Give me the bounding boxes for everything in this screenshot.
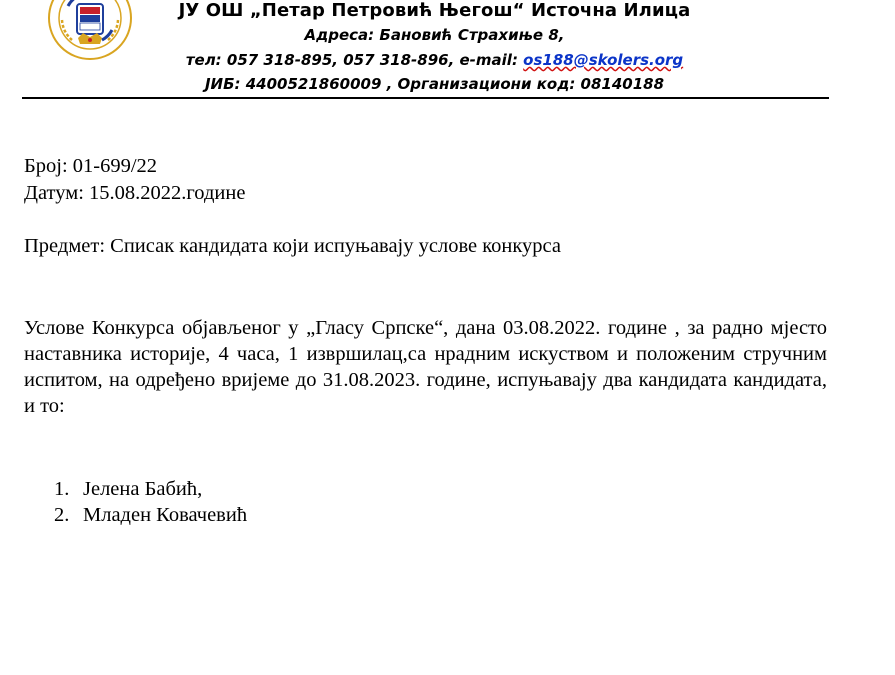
list-item-number: 1. xyxy=(54,478,70,500)
email-link[interactable]: os188@skolers.org xyxy=(523,51,684,69)
school-ids: ЈИБ: 4400521860009 , Организациони код: 08140188 xyxy=(204,75,665,93)
list-item xyxy=(0,476,803,502)
list-item xyxy=(0,502,803,528)
document-number: Број: 01-699/22 xyxy=(24,155,158,177)
document-paragraph: Услове Конкурса објављеног у „Гласу Српске“, дана 03.08.2022. године , за радно мјесто наставника историје, 4 часа, 1 извршилац,са нрадним искуством и положеним стручним испитом, на одређено вријеме до 31.08.2023. године, испуњавају два кандидата кандидата, и то: xyxy=(24,317,827,417)
phone-numbers: тел: 057 318-895, 057 318-896, e-mail: xyxy=(185,51,524,69)
letterhead xyxy=(22,0,829,98)
candidate-name: Јелена Бабић, xyxy=(83,478,203,500)
list-item-number: 2. xyxy=(54,504,70,526)
school-address: Адреса: Бановић Страхиње 8, xyxy=(304,26,565,44)
candidate-name: Младен Ковачевић xyxy=(83,504,248,526)
school-name: ЈУ ОШ „Петар Петровић Његош“ Источна Илица xyxy=(178,0,691,21)
candidate-list xyxy=(0,476,803,528)
school-contact xyxy=(112,51,757,69)
document-subject: Предмет: Списак кандидата који испуњавају услове конкурса xyxy=(24,235,561,257)
header-divider xyxy=(22,97,829,99)
document-date: Датум: 15.08.2022.године xyxy=(24,182,246,204)
